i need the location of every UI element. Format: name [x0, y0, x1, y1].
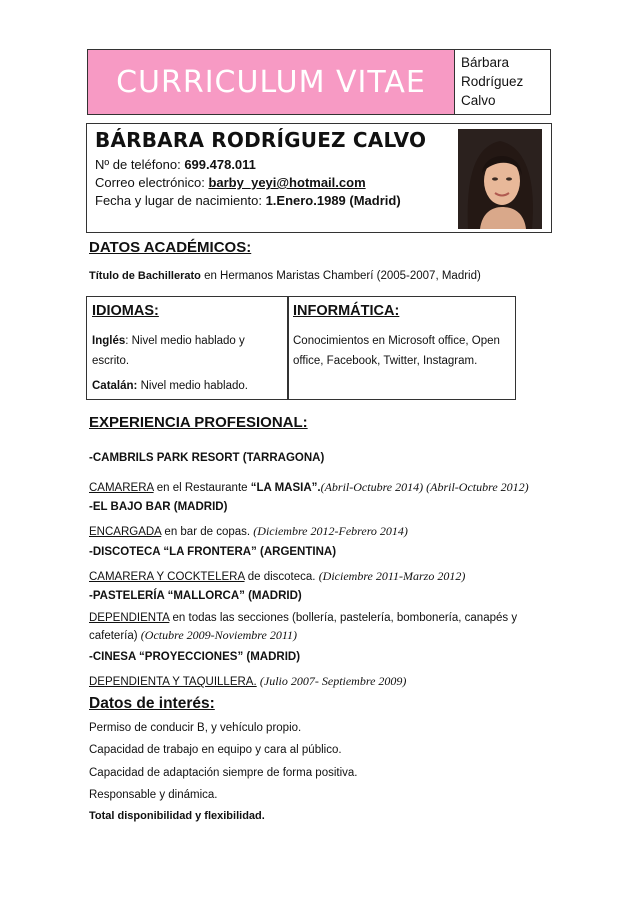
job-dates: (Diciembre 2011-Marzo 2012)	[318, 569, 466, 583]
full-name: BÁRBARA RODRÍGUEZ CALVO	[95, 128, 427, 152]
job-company: -DISCOTECA “LA FRONTERA” (ARGENTINA)	[89, 546, 337, 558]
job-dates: (Diciembre 2012-Febrero 2014)	[253, 524, 408, 538]
interest-item: Responsable y dinámica.	[89, 789, 218, 801]
academic-heading: DATOS ACADÉMICOS:	[89, 239, 252, 256]
job-detail: CAMARERA en el Restaurante “LA MASIA”.(Abril-Octubre 2014) (Abril-Octubre 2012)	[89, 480, 529, 494]
interest-item: Capacidad de adaptación siempre de forma positiva.	[89, 767, 358, 779]
header-name-line: Calvo	[461, 93, 496, 108]
english-text: : Nivel medio hablado y	[125, 335, 245, 347]
profile-photo	[458, 129, 542, 229]
catalan-text: Nivel medio hablado.	[140, 380, 248, 392]
job-detail-cont: cafetería) (Octubre 2009-Noviembre 2011)	[89, 628, 297, 642]
cv-header-banner	[87, 49, 455, 115]
academic-detail: en Hermanos Maristas Chamberí (2005-2007, Madrid)	[204, 270, 481, 282]
job-role: CAMARERA Y COCKTELERA	[89, 571, 245, 583]
birth-value: 1.Enero.1989 (Madrid)	[265, 193, 401, 208]
job-role: CAMARERA	[89, 482, 154, 494]
interest-heading: Datos de interés:	[89, 695, 215, 712]
job-dates: (Octubre 2009-Noviembre 2011)	[140, 628, 297, 642]
phone-value: 699.478.011	[184, 157, 256, 172]
languages-heading: IDIOMAS:	[92, 303, 159, 319]
job-company: -CINESA “PROYECCIONES” (MADRID)	[89, 651, 301, 663]
academic-degree: Título de Bachillerato	[89, 270, 201, 282]
job-detail: CAMARERA Y COCKTELERA de discoteca. (Diciembre 2011-Marzo 2012)	[89, 569, 466, 583]
email-line	[95, 175, 366, 190]
job-company: -EL BAJO BAR (MADRID)	[89, 501, 228, 513]
job-company: -CAMBRILS PARK RESORT (TARRAGONA)	[89, 452, 325, 464]
birth-label: Fecha y lugar de nacimiento:	[95, 193, 262, 208]
header-name-line: Bárbara	[461, 55, 510, 70]
interest-item: Capacidad de trabajo en equipo y cara al público.	[89, 744, 342, 756]
birth-line	[95, 193, 401, 208]
job-role: DEPENDIENTA	[89, 612, 170, 624]
computing-text: Conocimientos en Microsoft office, Open	[293, 335, 500, 347]
academic-line	[89, 270, 481, 282]
languages-cell	[92, 331, 282, 396]
skills-table-divider	[287, 296, 289, 400]
phone-label: Nº de teléfono:	[95, 157, 181, 172]
english-text-cont: escrito.	[92, 355, 130, 367]
phone-line	[95, 157, 256, 172]
job-dates: (Abril-Octubre 2014) (Abril-Octubre 2012)	[320, 480, 529, 494]
job-role: DEPENDIENTA Y TAQUILLERA.	[89, 676, 257, 688]
job-detail: ENCARGADA en bar de copas. (Diciembre 2012-Febrero 2014)	[89, 524, 408, 538]
job-detail: DEPENDIENTA en todas las secciones (bollería, pastelería, bombonería, canapés y	[89, 612, 518, 624]
interest-item: Permiso de conducir B, y vehículo propio.	[89, 722, 302, 734]
job-role: ENCARGADA	[89, 526, 162, 538]
computing-heading: INFORMÁTICA:	[293, 303, 400, 319]
job-dates: (Julio 2007- Septiembre 2009)	[259, 674, 407, 688]
catalan-label: Catalán:	[92, 380, 138, 392]
computing-text-cont: office, Facebook, Twitter, Instagram.	[293, 355, 478, 367]
email-label: Correo electrónico:	[95, 175, 205, 190]
interest-item: Total disponibilidad y flexibilidad.	[89, 810, 265, 822]
header-name-line: Rodríguez	[461, 74, 524, 89]
job-detail	[89, 674, 406, 689]
email-link[interactable]: barby_yeyi@hotmail.com	[208, 175, 366, 190]
experience-heading: EXPERIENCIA PROFESIONAL:	[89, 414, 308, 431]
cv-title: CURRICULUM VITAE	[116, 64, 426, 100]
job-company: -PASTELERÍA “MALLORCA” (MADRID)	[89, 590, 302, 602]
header-name-box	[455, 49, 551, 115]
english-label: Inglés	[92, 335, 126, 347]
computing-cell	[293, 331, 513, 371]
